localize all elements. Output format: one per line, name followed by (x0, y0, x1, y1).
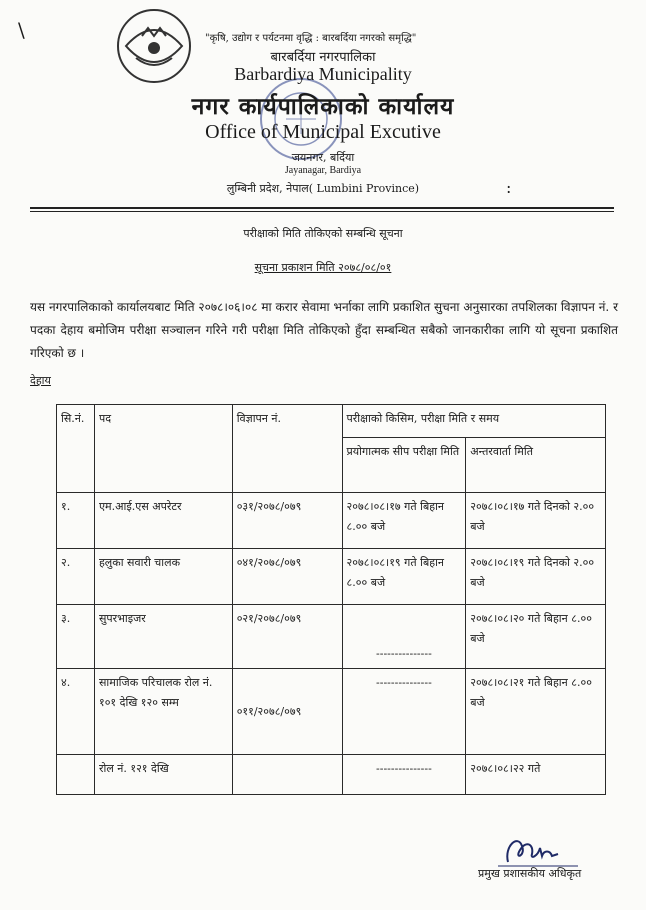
cell-post: सुपरभाइजर (94, 605, 232, 669)
cell-sn: ४. (57, 669, 95, 755)
cell-interview: २०७८।०८।१७ गते दिनको २.०० बजे (466, 493, 606, 549)
exam-schedule-table (56, 404, 606, 795)
address-np: जयनगर, बर्दिया (291, 151, 355, 164)
municipality-name-np: बारबर्दिया नगरपालिका (270, 50, 376, 65)
notice-body-text: यस नगरपालिकाको कार्यालयबाट मिति २०७८।०६।०८ मा करार सेवामा भर्नाका लागि प्रकाशित सुचना अनुसारका तपशिलका विज्ञापन नं. र पदका देहाय बमोजिम परीक्षा सञ्चालन गरिने गरी परीक्षा मिति तोकिएको हुँदा सम्बन्धित सबैको जानकारीका लागि यो सूचना प्रकाशित गरिएको छ । (30, 300, 618, 360)
cell-post: रोल नं. १२१ देखि (94, 755, 232, 795)
header-interview: अन्तरवार्ता मिति (466, 438, 606, 493)
cell-ad-no: ०३१/२०७८/०७९ (232, 493, 342, 549)
cell-ad-no: ०२१/२०७८/०७९ (232, 605, 342, 669)
header-slogan: "कृषि, उद्योग र पर्यटनमा वृद्धि : बारबर्दिया नगरको समृद्धि" (205, 33, 417, 44)
table-row (57, 755, 606, 795)
cell-interview: २०७८।०८।२१ गते बिहान ८.०० बजे (466, 669, 606, 755)
table-row (57, 549, 606, 605)
cell-interview: २०७८।०८।२० गते बिहान ८.०० बजे (466, 605, 606, 669)
header-post: पद (94, 405, 232, 493)
table-row (57, 605, 606, 669)
empty-dash: --------------- (376, 647, 432, 660)
municipality-name-en: Barbardiya Municipality (234, 64, 412, 84)
header-ad-no: विज्ञापन नं. (232, 405, 342, 493)
cell-ad-no: ०११/२०७८/०७९ (232, 669, 342, 755)
header-divider (30, 207, 614, 209)
office-name-en: Office of Municipal Excutive (205, 121, 441, 143)
cell-post: हलुका सवारी चालक (94, 549, 232, 605)
header-practical: प्रयोगात्मक सीप परीक्षा मिति (342, 438, 466, 493)
address-en: Jayanagar, Bardiya (284, 165, 362, 176)
header-sn: सि.नं. (57, 405, 95, 493)
cell-practical (342, 755, 466, 795)
cell-sn (57, 755, 95, 795)
empty-dash: --------------- (376, 676, 432, 689)
cell-post: एम.आई.एस अपरेटर (94, 493, 232, 549)
cell-interview: २०७८।०८।१९ गते दिनको २.०० बजे (466, 549, 606, 605)
office-name-np: नगर कार्यपालिकाको कार्यालय (191, 93, 455, 120)
cell-sn: १. (57, 493, 95, 549)
cell-sn: २. (57, 549, 95, 605)
dehay-label: देहाय (30, 374, 51, 387)
header-exam-group: परीक्षाको किसिम, परीक्षा मिति र समय (342, 405, 605, 438)
cell-interview: २०७८।०८।२२ गते (466, 755, 606, 795)
notice-body (30, 296, 618, 365)
publication-date: सूचना प्रकाशन मिति २०७८/०८/०१ (254, 261, 392, 274)
margin-colon-mark: : (506, 178, 512, 197)
table-header-row (57, 405, 606, 438)
province-line: लुम्बिनी प्रदेश, नेपाल( Lumbini Province) (226, 182, 420, 195)
cell-ad-no: ०४१/२०७८/०७९ (232, 549, 342, 605)
table-row (57, 493, 606, 549)
cell-practical (342, 605, 466, 669)
signature-caption: प्रमुख प्रशासकीय अधिकृत (478, 867, 582, 880)
table-row (57, 669, 606, 755)
cell-post: सामाजिक परिचालक रोल नं. १०१ देखि १२० सम्म (94, 669, 232, 755)
header-divider-thin (30, 211, 614, 212)
cell-practical: २०७८।०८।१७ गते बिहान ८.०० बजे (342, 493, 466, 549)
cell-ad-no (232, 755, 342, 795)
cell-practical (342, 669, 466, 755)
cell-practical: २०७८।०८।१९ गते बिहान ८.०० बजे (342, 549, 466, 605)
margin-mark: \ (18, 18, 25, 42)
cell-sn: ३. (57, 605, 95, 669)
notice-subject: परीक्षाको मिति तोकिएको सम्बन्धि सूचना (243, 227, 403, 240)
empty-dash: --------------- (376, 762, 432, 775)
